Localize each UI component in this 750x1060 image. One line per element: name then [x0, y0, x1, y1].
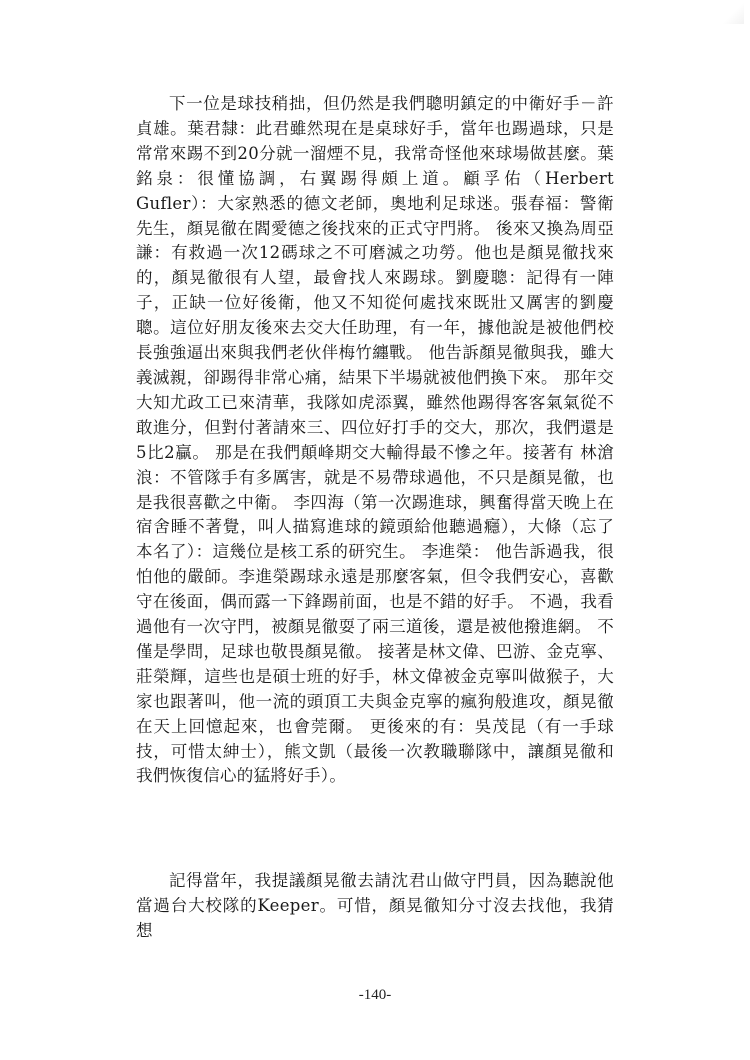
body-text-block-2 — [136, 869, 614, 944]
body-text-block — [136, 92, 614, 789]
paragraph-players-list: 下一位是球技稍拙，但仍然是我們聰明鎮定的中衛好手－許貞雄。葉君隸：此君雖然現在是桌球好手，當年也踢過球，只是常常來踢不到20分就一溜煙不見，我常奇怪他來球場做甚麼。葉銘泉：很懂協調，右翼踢得頗上道。顧孚佑（Herbert Gufler）：大家熟悉的德文老師，奧地利足球迷。張春福：警衛先生，顏晃徹在閻愛德之後找來的正式守門將。 後來又換為周亞謙：有救過一次12碼球之不可磨滅之功勞。他也是顏晃徹找來的，顏晃徹很有人望，最會找人來踢球。劉慶聰：記得有一陣子，正缺一位好後衛，他又不知從何處找來既壯又厲害的劉慶聰。這位好朋友後來去交大任助理，有一年，據他說是被他們校長強強逼出來與我們老伙伴梅竹纏戰。 他告訴顏晃徹與我，雖大義滅親，卻踢得非常心痛，結果下半場就被他們換下來。 那年交大知尤政工已來清華，我隊如虎添翼，雖然他踢得客客氣氣從不敢進分，但對付著請來三、四位好打手的交大，那次，我們還是5比2贏。 那是在我們顛峰期交大輸得最不慘之年。接著有 林滄浪：不管隊手有多厲害，就是不易帶球過他，不只是顏晃徹，也是我很喜歡之中衛。 李四海（第一次踢進球，興奮得當天晚上在宿舍睡不著覺，叫人描寫進球的鏡頭給他聽過癮），大條（忘了本名了）：這幾位是核工系的研究生。 李進榮： 他告訴過我，很怕他的嚴師。李進榮踢球永遠是那麼客氣，但令我們安心，喜歡守在後面，偶而露一下鋒踢前面，也是不錯的好手。 不過，我看過他有一次守門，被顏晃徹耍了兩三道後，還是被他撥進網。 不僅是學問，足球也敬畏顏晃徹。 接著是林文偉、巴游、金克寧、莊榮輝，這些也是碩士班的好手，林文偉被金克寧叫做猴子，大家也跟著叫，他一流的頭頂工夫與金克寧的瘋狗般進攻，顏晃徹在天上回憶起來，也會莞爾。 更後來的有：吳茂昆（有一手球技，可惜太紳士），熊文凱（最後一次教職聯隊中，讓顏晃徹和我們恢復信心的猛將好手）。 — [136, 94, 614, 786]
page-number: -140- — [358, 987, 392, 1003]
scan-corner-mark — [722, 2, 744, 24]
paragraph-goalkeeper-memory: 記得當年，我提議顏晃徹去請沈君山做守門員，因為聽說他當過台大校隊的Keeper。可惜，顏晃徹知分寸沒去找他，我猜想 — [136, 871, 614, 940]
